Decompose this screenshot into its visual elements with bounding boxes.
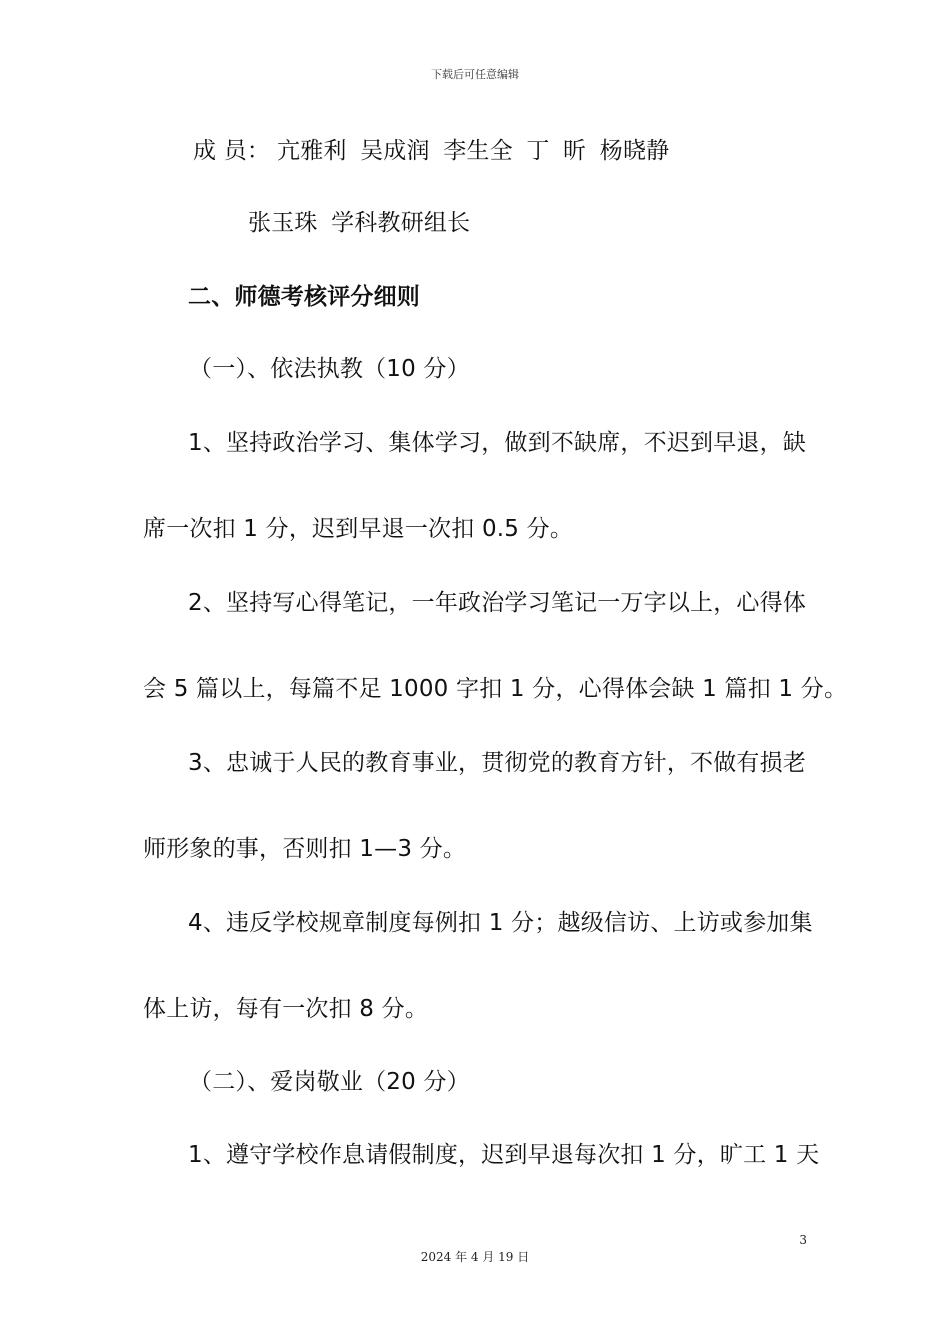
paragraph-2-line-2: 会 5 篇以上，每篇不足 1000 字扣 1 分，心得体会缺 1 篇扣 1 分。 [143, 676, 848, 702]
section-title: 二、师德考核评分细则 [188, 284, 420, 310]
paragraph-2-line-1: 2、坚持写心得笔记，一年政治学习笔记一万字以上，心得体 [188, 590, 807, 616]
paragraph-4-line-2: 体上访，每有一次扣 8 分。 [143, 996, 429, 1022]
paragraph-3-line-1: 3、忠诚于人民的教育事业，贯彻党的教育方针，不做有损老 [188, 750, 807, 776]
members-label: 成 员： [193, 138, 271, 164]
paragraph-4-line-1: 4、违反学校规章制度每例扣 1 分；越级信访、上访或参加集 [188, 910, 813, 936]
paragraph-1-line-1: 1、坚持政治学习、集体学习，做到不缺席，不迟到早退，缺 [188, 430, 807, 456]
page-header-note: 下载后可任意编辑 [431, 68, 519, 81]
subsection-title-2: （二）、爱岗敬业（20 分） [189, 1069, 470, 1095]
paragraph-5-line-1: 1、遵守学校作息请假制度，迟到早退每次扣 1 分，旷工 1 天 [188, 1142, 820, 1168]
footer-date: 2024 年 4 月 19 日 [420, 1250, 530, 1264]
paragraph-3-line-2: 师形象的事，否则扣 1—3 分。 [143, 836, 467, 862]
subsection-title-1: （一）、依法执教（10 分） [189, 356, 470, 382]
members-names-continued: 张玉珠 学科教研组长 [248, 210, 471, 236]
paragraph-1-line-2: 席一次扣 1 分，迟到早退一次扣 0.5 分。 [143, 516, 574, 542]
page-number: 3 [799, 1233, 807, 1247]
members-names: 亢雅利 吴成润 李生全 丁 昕 杨晓静 [277, 138, 670, 164]
